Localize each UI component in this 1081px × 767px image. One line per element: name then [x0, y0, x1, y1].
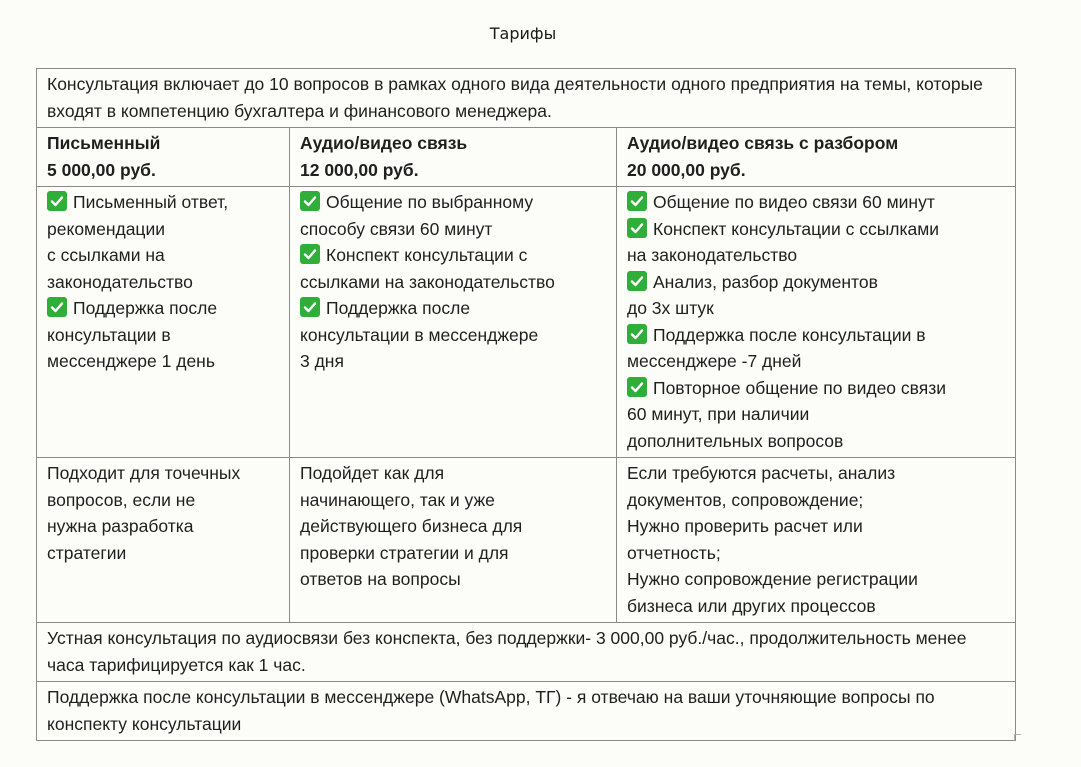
check-mark-icon [627, 218, 647, 238]
feature-item [47, 295, 281, 375]
plan-header-audio-video-review [617, 128, 1016, 187]
plan-price: 12 000,00 руб. [300, 159, 419, 180]
feature-text: дополнительных вопросов [627, 430, 844, 451]
plan-header-written [37, 128, 290, 187]
plan-header-row [37, 128, 1016, 187]
feature-text: на законодательство [627, 245, 798, 265]
check-mark-icon [300, 191, 320, 211]
suitable-text: начинающего, так и уже [300, 489, 495, 510]
plan-price: 5 000,00 руб. [47, 159, 156, 180]
plan-name: Аудио/видео связь с разбором [627, 133, 899, 153]
suitable-text: Нужно проверить расчет или [627, 516, 863, 536]
suitable-text: нужна разработка [47, 516, 194, 536]
feature-text: консультации в мессенджере [300, 324, 539, 345]
feature-text: способу связи 60 минут [300, 218, 493, 239]
check-mark-icon [47, 191, 67, 211]
feature-text: консультации в [47, 324, 171, 345]
feature-text: рекомендации [47, 218, 165, 239]
feature-item [627, 322, 1007, 375]
feature-text: 3 дня [300, 351, 344, 371]
suitable-text: ответов на вопросы [300, 569, 461, 589]
feature-item [300, 242, 608, 295]
suitable-audio-video-review [617, 458, 1016, 623]
feature-text: Поддержка после [73, 298, 218, 318]
check-mark-icon [627, 324, 647, 344]
features-row [37, 187, 1016, 458]
support-note-row [37, 682, 1016, 741]
feature-item [627, 189, 1007, 216]
feature-text: Общение по выбранному [326, 192, 534, 212]
features-audio-video [290, 187, 617, 458]
feature-text: законодательство [47, 271, 193, 292]
suitable-text: вопросов, если не [47, 489, 196, 510]
plan-name: Аудио/видео связь [300, 133, 468, 153]
suitable-text: отчетность; [627, 542, 721, 563]
intro-row [37, 69, 1016, 128]
feature-text: мессенджере -7 дней [627, 351, 802, 371]
check-mark-icon [47, 297, 67, 317]
suitable-text: проверки стратегии и для [300, 542, 509, 563]
intro-text: Консультация включает до 10 вопросов в рамках одного вида деятельности одного предприятия на темы, которые входят в компетенцию бухгалтера и финансового менеджера. [37, 69, 1016, 128]
page-title: Тарифы [489, 24, 557, 43]
feature-text: 60 минут, при наличии [627, 404, 810, 424]
suitable-text: действующего бизнеса для [300, 516, 523, 536]
feature-text: Конспект консультации с ссылками [653, 218, 940, 239]
feature-text: Конспект консультации с [326, 245, 528, 265]
suitable-audio-video [290, 458, 617, 623]
feature-text: с ссылками на [47, 245, 165, 265]
features-audio-video-review [617, 187, 1016, 458]
corner-mark [1014, 734, 1021, 741]
feature-item [627, 269, 1007, 322]
plan-name: Письменный [47, 133, 161, 153]
suitable-text: Подходит для точечных [47, 463, 241, 483]
feature-item [47, 189, 281, 295]
feature-text: Повторное общение по видео связи [653, 377, 947, 398]
feature-item [300, 295, 608, 375]
oral-consultation-note: Устная консультация по аудиосвязи без конспекта, без поддержки- 3 000,00 руб./час., продолжительность менее часа тарифицируется как 1 час. [37, 623, 1016, 682]
suitable-row [37, 458, 1016, 623]
feature-item [627, 216, 1007, 269]
suitable-text: стратегии [47, 542, 127, 563]
suitable-written [37, 458, 290, 623]
feature-text: до 3х штук [627, 298, 714, 318]
suitable-text: документов, сопровождение; [627, 489, 864, 510]
feature-item [627, 375, 1007, 455]
feature-text: Общение по видео связи 60 минут [653, 192, 935, 212]
features-written [37, 187, 290, 458]
check-mark-icon [300, 244, 320, 264]
suitable-text: бизнеса или других процессов [627, 595, 876, 616]
feature-item [300, 189, 608, 242]
feature-text: Анализ, разбор документов [653, 271, 878, 292]
suitable-text: Если требуются расчеты, анализ [627, 463, 896, 483]
feature-text: Письменный ответ, [73, 192, 229, 212]
check-mark-icon [300, 297, 320, 317]
suitable-text: Нужно сопровождение регистрации [627, 569, 918, 589]
feature-text: Поддержка после консультации в [653, 324, 926, 345]
plan-header-audio-video [290, 128, 617, 187]
messenger-support-note: Поддержка после консультации в мессенджере (WhatsApp, ТГ) - я отвечаю на ваши уточняющие вопросы по конспекту консультации [37, 682, 1016, 741]
tariff-table [36, 68, 1016, 741]
check-mark-icon [627, 191, 647, 211]
plan-price: 20 000,00 руб. [627, 159, 746, 180]
check-mark-icon [627, 377, 647, 397]
feature-text: ссылками на законодательство [300, 271, 555, 292]
suitable-text: Подойдет как для [300, 463, 445, 483]
feature-text: мессенджере 1 день [47, 351, 215, 371]
oral-note-row [37, 623, 1016, 682]
feature-text: Поддержка после [326, 298, 471, 318]
check-mark-icon [627, 271, 647, 291]
